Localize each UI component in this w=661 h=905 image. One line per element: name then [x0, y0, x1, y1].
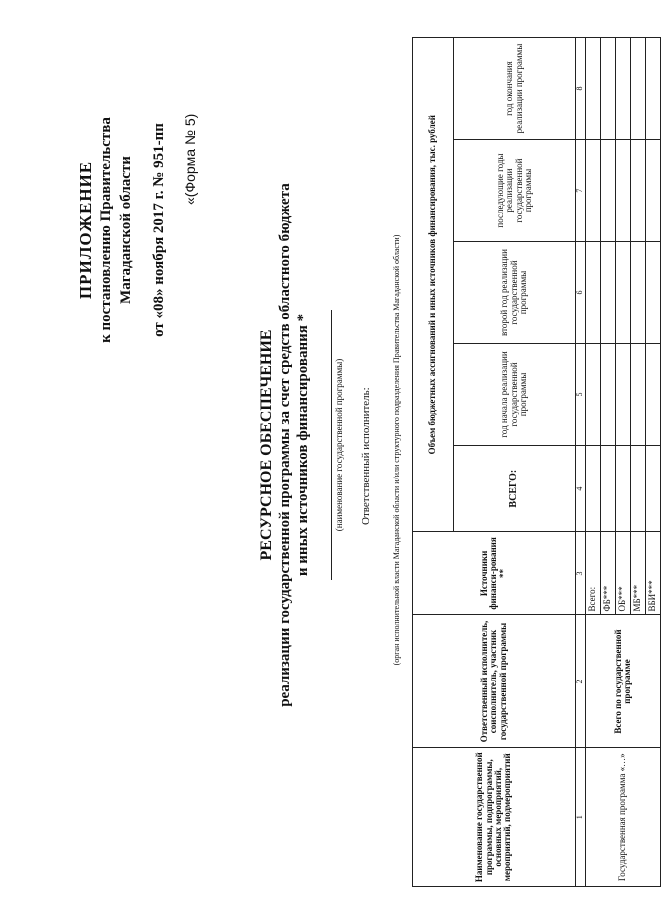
value-cell	[601, 343, 616, 445]
decree-date: от «08» ноября 2017 г. № 951-пп	[151, 123, 168, 337]
header-year-start: год начала реализации государственной программы	[454, 343, 576, 445]
source-cell: ВБИ***	[646, 532, 661, 615]
value-cell	[586, 140, 601, 242]
value-cell	[631, 38, 646, 140]
source-cell: ФБ***	[601, 532, 616, 615]
header-year-next: последующие годы реализации государственной программы	[454, 140, 576, 242]
value-cell	[646, 343, 661, 445]
col-number: 2	[576, 615, 586, 748]
header-executor: Ответственный исполнитель, соисполнитель, участник государственной программы	[413, 615, 576, 748]
col-number: 5	[576, 343, 586, 445]
value-cell	[586, 242, 601, 344]
value-cell	[616, 343, 631, 445]
value-cell	[601, 242, 616, 344]
header-row-1	[413, 38, 454, 887]
value-cell	[631, 242, 646, 344]
heading-title: РЕСУРСНОЕ ОБЕСПЕЧЕНИЕ	[258, 329, 275, 561]
table-row	[586, 38, 601, 887]
col-number: 3	[576, 532, 586, 615]
col-number: 4	[576, 445, 586, 531]
value-cell	[646, 445, 661, 531]
form-number: «(Форма № 5)	[182, 113, 198, 205]
header-total: ВСЕГО:	[454, 445, 576, 531]
value-cell	[646, 242, 661, 344]
appendix-line-1: к постановлению Правительства	[98, 117, 115, 343]
col-number: 6	[576, 242, 586, 344]
col-number: 8	[576, 38, 586, 140]
header-sources: Источники финанси-рования **	[413, 532, 576, 615]
program-name-cell: Государственная программа «…»	[586, 748, 661, 887]
program-caption: (наименование государственной программы)	[334, 358, 344, 532]
value-cell	[616, 38, 631, 140]
header-year-end: год окончания реализации программы	[454, 38, 576, 140]
source-cell: Всего:	[586, 532, 601, 615]
header-name: Наименование государственной программы, подпрограммы, основных мероприятий, мероприятий, подмероприятий	[413, 748, 576, 887]
source-cell: МБ***	[631, 532, 646, 615]
program-executor-cell: Всего по государственной программе	[586, 615, 661, 748]
value-cell	[631, 445, 646, 531]
value-cell	[646, 38, 661, 140]
value-cell	[586, 343, 601, 445]
appendix-title: ПРИЛОЖЕНИЕ	[76, 160, 95, 300]
value-cell	[586, 445, 601, 531]
org-caption: (орган исполнительной власти Магаданской области и/или структурного подразделения Правительства Магаданской области)	[392, 234, 401, 666]
appendix-block	[75, 60, 170, 400]
value-cell	[601, 445, 616, 531]
document-heading	[258, 135, 312, 755]
value-cell	[601, 38, 616, 140]
value-cell	[616, 140, 631, 242]
value-cell	[631, 140, 646, 242]
source-cell: ОБ***	[616, 532, 631, 615]
resource-table	[412, 37, 661, 887]
header-year-second: второй год реализации государственной программы	[454, 242, 576, 344]
value-cell	[631, 343, 646, 445]
value-cell	[646, 140, 661, 242]
header-volume: Объем бюджетных ассигнований и иных источников финансирования, тыс. рублей	[413, 38, 454, 532]
column-number-row	[576, 38, 586, 887]
value-cell	[586, 38, 601, 140]
responsible-executor-label: Ответственный исполнитель:	[360, 387, 372, 525]
col-number: 7	[576, 140, 586, 242]
appendix-line-2: Магаданской области	[117, 156, 134, 304]
value-cell	[601, 140, 616, 242]
value-cell	[616, 445, 631, 531]
col-number: 1	[576, 748, 586, 887]
program-name-line	[331, 310, 332, 580]
value-cell	[616, 242, 631, 344]
heading-line-2: реализации государственной программы за счет средств областного бюджета	[277, 183, 293, 707]
heading-line-3: и иных источников финансирования *	[295, 313, 311, 577]
